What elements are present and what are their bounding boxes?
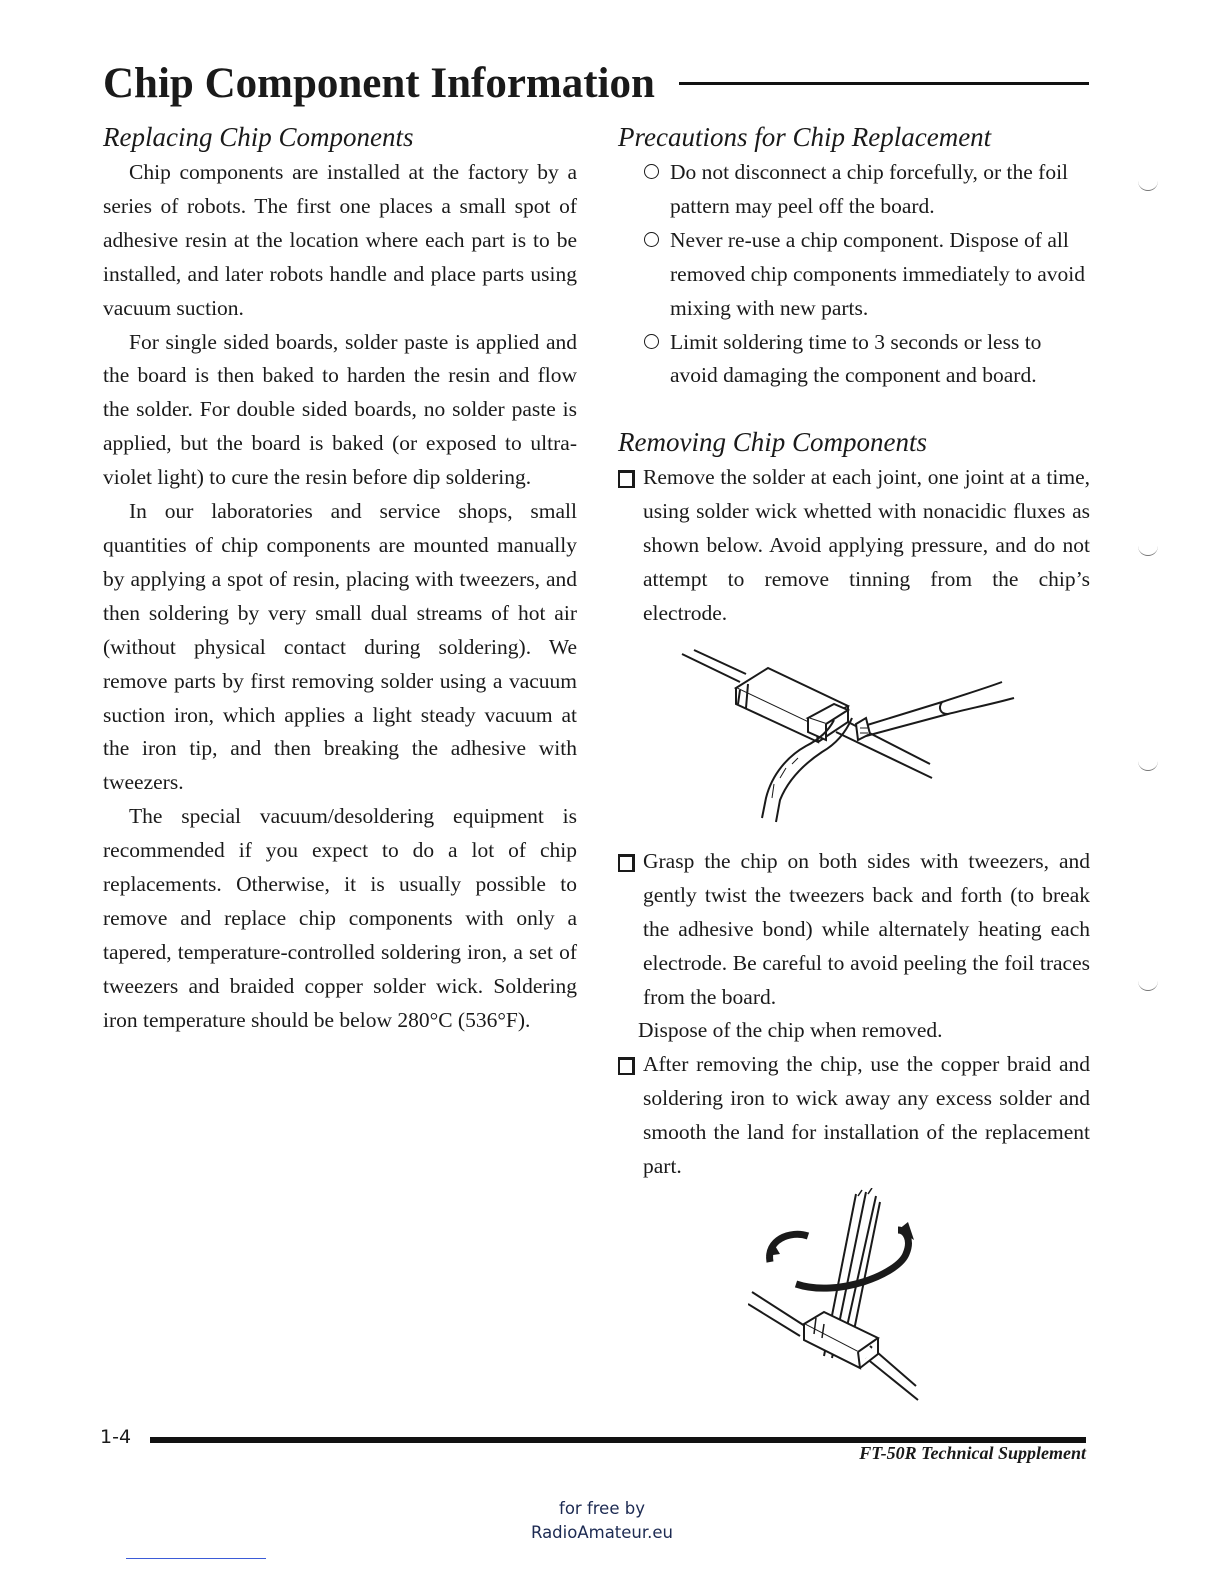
precaution-text: Do not disconnect a chip forcefully, or the foil pattern may peel off the board. [670,160,1069,218]
removal-step-2-extra [618,1014,1090,1048]
credit-line: for free by [559,1499,645,1518]
heading-precautions: Precautions for Chip Replacement [618,122,992,152]
step-extra-text: Dispose of the chip when removed. [638,1018,943,1043]
checkbox-bullet-icon [618,854,635,872]
step-text: Remove the solder at each joint, one joint at a time, using solder wick whetted with nonacidic fluxes as shown below. Avoid applying pressure, and do not attempt to remove tinning from the chip’s electrode. [643,465,1090,625]
document-name: FT-50R Technical Supplement [859,1443,1086,1463]
solder-wick-illustration [676,648,1020,824]
edge-mark [1138,545,1158,556]
paragraph-robots: Chip components are installed at the factory by a series of robots. The first one places a small spot of adhesive resin at the location where each part is to be installed, and later robots handle and place parts using vacuum suction. [103,160,577,320]
step-text: After removing the chip, use the copper braid and soldering iron to wick away any excess solder and smooth the land for installation of the replacement part. [643,1052,1090,1179]
heading-removing-chip-components: Removing Chip Components [618,427,927,458]
checkbox-bullet-icon [618,470,635,488]
credit-link[interactable]: RadioAmateur.eu [530,1523,674,1542]
edge-mark [1138,980,1158,991]
precaution-text: Limit soldering time to 3 seconds or less to avoid damaging the component and board. [670,329,1042,388]
precaution-item [618,326,1090,394]
precaution-text: Never re-use a chip component. Dispose of all removed chip components immediately to avoid mixing with new parts. [670,227,1085,320]
title-rule [679,82,1089,85]
edge-mark [1138,760,1158,771]
left-column [103,118,577,1038]
page-number: 1-4 [100,1426,132,1448]
edge-mark [1138,180,1158,191]
tweezers-twist-illustration [748,1188,924,1402]
removal-step-3 [618,1048,1090,1184]
removal-step-2 [618,845,1090,1015]
link-underline [126,1558,266,1559]
title-row [103,58,1089,114]
circle-bullet-icon [644,164,659,179]
precaution-item [618,156,1090,224]
heading-replacing-chip-components: Replacing Chip Components [103,122,414,152]
page-title: Chip Component Information [103,60,655,107]
circle-bullet-icon [644,232,659,247]
precaution-item [618,224,1090,326]
step-text: Grasp the chip on both sides with tweezers, and gently twist the tweezers back and forth (to break the adhesive bond) while alternately heating each electrode. Be careful to avoid peeling the foil traces from the board. [643,848,1090,1009]
paragraph-equipment: The special vacuum/desoldering equipment is recommended if you expect to do a lot of chip replacements. Otherwise, it is usually possible to remove and replace chip components with only a tapered, temperature-controlled soldering iron, a set of tweezers and braided copper solder wick. Soldering iron temperature should be below 280°C (536°F). [103,804,577,1032]
paragraph-boards: For single sided boards, solder paste is applied and the board is then baked to harden the resin and flow the solder. For double sided boards, no solder paste is applied, but the board is baked (or exposed to ultra-violet light) to cure the resin before dip soldering. [103,329,577,490]
removal-step-1 [618,461,1090,631]
paragraph-laboratories: In our laboratories and service shops, small quantities of chip components are mounted manually by applying a spot of resin, placing with tweezers, and then soldering by very small dual streams of hot air (without physical contact during soldering). We remove parts by first removing solder using a vacuum suction iron, which applies a light steady vacuum at the iron tip, and then breaking the adhesive with tweezers. [103,499,577,795]
circle-bullet-icon [644,334,659,349]
checkbox-bullet-icon [618,1057,635,1075]
precautions-list [618,156,1090,393]
